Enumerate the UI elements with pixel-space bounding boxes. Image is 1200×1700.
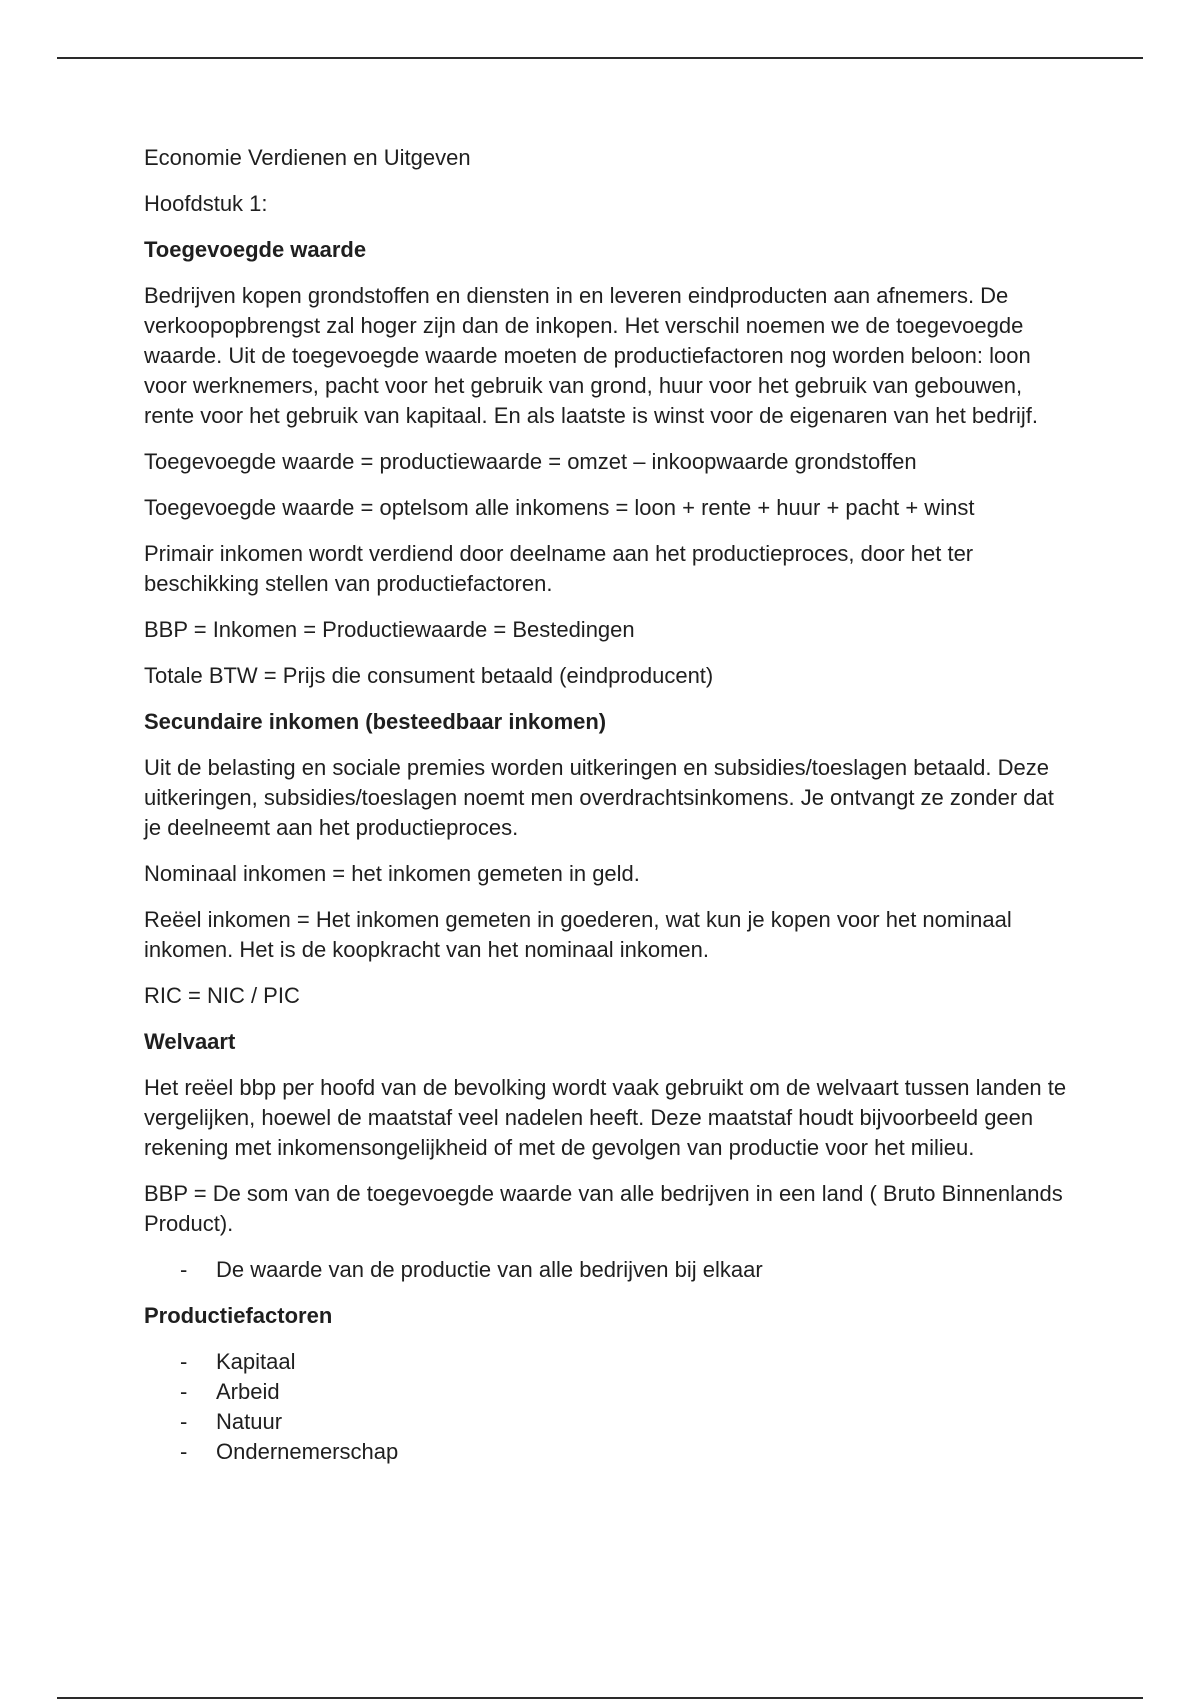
paragraph-welvaart: Het reëel bbp per hoofd van de bevolking wordt vaak gebruikt om de welvaart tussen landen te vergelijken, hoewel de maatstaf veel nadelen heeft. Deze maatstaf houdt bijvoorbeeld geen rekening met inkomensongelijkheid of met de gevolgen van productie voor het milieu. bbox=[144, 1075, 1067, 1160]
list-item bbox=[144, 1255, 1074, 1285]
list-item bbox=[144, 1407, 1074, 1437]
bullet-list-bbp bbox=[144, 1255, 1074, 1285]
document-body bbox=[144, 143, 1074, 1483]
section-heading-welvaart: Welvaart bbox=[144, 1029, 236, 1054]
paragraph-nominaal-inkomen: Nominaal inkomen = het inkomen gemeten in geld. bbox=[144, 861, 640, 886]
list-item-text: Arbeid bbox=[216, 1379, 280, 1404]
paragraph-toegevoegde-waarde: Bedrijven kopen grondstoffen en diensten in en leveren eindproducten aan afnemers. De verkoopopbrengst zal hoger zijn dan de inkopen. Het verschil noemen we de toegevoegde waarde. Uit de toegevoegde waarde moeten de productiefactoren nog worden beloon: loon voor werknemers, pacht voor het gebruik van grond, huur voor het gebruik van gebouwen, rente voor het gebruik van kapitaal. En als laatste is winst voor de eigenaren van het bedrijf. bbox=[144, 283, 1038, 428]
bullet-dash: - bbox=[180, 1409, 188, 1434]
top-rule bbox=[57, 57, 1143, 59]
paragraph-primair-inkomen: Primair inkomen wordt verdiend door deelname aan het productieproces, door het ter beschikking stellen van productiefactoren. bbox=[144, 541, 974, 596]
section-heading-productiefactoren: Productiefactoren bbox=[144, 1303, 333, 1328]
paragraph-reeel-inkomen: Reëel inkomen = Het inkomen gemeten in goederen, wat kun je kopen voor het nominaal inkomen. Het is de koopkracht van het nominaal inkomen. bbox=[144, 907, 1012, 962]
bullet-dash: - bbox=[180, 1379, 188, 1404]
bullet-list-productiefactoren bbox=[144, 1347, 1074, 1467]
bullet-dash: - bbox=[180, 1349, 188, 1374]
paragraph-overdrachtsinkomens: Uit de belasting en sociale premies worden uitkeringen en subsidies/toeslagen betaald. Deze uitkeringen, subsidies/toeslagen noemt men overdrachtsinkomens. Je ontvangt ze zonder dat je deelneemt aan het productieproces. bbox=[144, 755, 1054, 840]
formula-btw: Totale BTW = Prijs die consument betaald (eindproducent) bbox=[144, 663, 714, 688]
formula-productiewaarde: Toegevoegde waarde = productiewaarde = omzet – inkoopwaarde grondstoffen bbox=[144, 449, 917, 474]
bottom-rule bbox=[57, 1697, 1143, 1699]
list-item-text: Ondernemerschap bbox=[216, 1439, 399, 1464]
list-item-text: Kapitaal bbox=[216, 1349, 296, 1374]
list-item bbox=[144, 1437, 1074, 1467]
section-heading-toegevoegde-waarde: Toegevoegde waarde bbox=[144, 237, 367, 262]
paragraph-bbp-definitie: BBP = De som van de toegevoegde waarde van alle bedrijven in een land ( Bruto Binnenlands Product). bbox=[144, 1181, 1063, 1236]
formula-inkomens: Toegevoegde waarde = optelsom alle inkomens = loon + rente + huur + pacht + winst bbox=[144, 495, 975, 520]
bullet-dash: - bbox=[180, 1439, 188, 1464]
bullet-dash: - bbox=[180, 1257, 188, 1282]
list-item-text: De waarde van de productie van alle bedrijven bij elkaar bbox=[216, 1257, 763, 1282]
list-item bbox=[144, 1347, 1074, 1377]
section-heading-secundaire-inkomen: Secundaire inkomen (besteedbaar inkomen) bbox=[144, 709, 607, 734]
list-item bbox=[144, 1377, 1074, 1407]
list-item-text: Natuur bbox=[216, 1409, 283, 1434]
chapter-label: Hoofdstuk 1: bbox=[144, 191, 268, 216]
document-title: Economie Verdienen en Uitgeven bbox=[144, 145, 471, 170]
formula-ric: RIC = NIC / PIC bbox=[144, 983, 300, 1008]
formula-bbp: BBP = Inkomen = Productiewaarde = Bestedingen bbox=[144, 617, 635, 642]
